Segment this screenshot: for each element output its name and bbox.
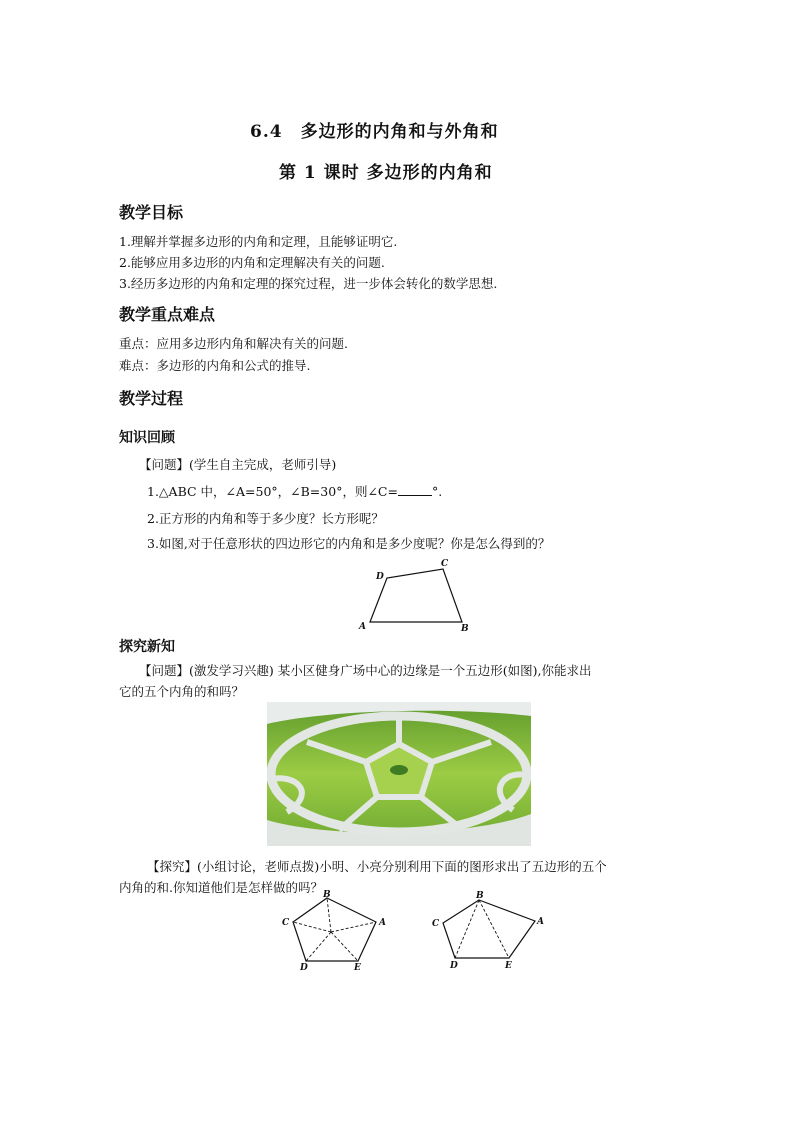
plaza-photo (267, 702, 531, 846)
explore-heading: 探究新知 (119, 639, 175, 655)
explore-problem-line: 它的五个内角的和吗？ (119, 684, 245, 699)
main-title: 6.4 多边形的内角和与外角和 (250, 122, 499, 142)
difficulty-text: 难点：多边形的内角和公式的推导. (119, 358, 311, 373)
pentagon-shape (293, 898, 376, 961)
q1-suffix: °. (431, 484, 443, 499)
review-question-3: 3.如图,对于任意形状的四边形它的内角和是多少度呢？你是怎么得到的？ (147, 536, 551, 551)
inquiry-line: 【探究】(小组讨论，老师点拨)小明、小亮分别利用下面的图形求出了五边形的五个 (147, 859, 607, 874)
vertex-label: C (432, 919, 440, 929)
key-points-heading: 教学重点难点 (119, 305, 216, 324)
objective-item: 2.能够应用多边形的内角和定理解决有关的问题. (119, 255, 385, 270)
review-problem-label: 【问题】(学生自主完成，老师引导) (139, 457, 337, 472)
vertex-label: C (282, 918, 290, 928)
inquiry-line: 内角的和.你知道他们是怎样做的吗？ (119, 880, 323, 895)
review-question-2: 2.正方形的内角和等于多少度？长方形呢？ (147, 511, 384, 526)
vertex-label: D (450, 961, 458, 971)
process-heading: 教学过程 (119, 389, 184, 408)
lesson-subtitle: 第 1 课时 多边形的内角和 (279, 163, 493, 183)
vertex-label: B (476, 891, 484, 901)
q1-text: 1.△ABC 中，∠A=50°，∠B=30°，则∠C= (147, 484, 398, 499)
quadrilateral-figure (350, 555, 480, 635)
vertex-label: A (359, 622, 366, 632)
review-heading: 知识回顾 (119, 430, 175, 446)
pentagon-shape (443, 900, 535, 958)
vertex-label: C (441, 559, 449, 569)
explore-problem-line: 【问题】(激发学习兴趣) 某小区健身广场中心的边缘是一个五边形(如图),你能求出 (139, 663, 592, 678)
answer-blank (398, 483, 432, 496)
vertex-label: E (354, 963, 361, 972)
vertex-label: B (461, 624, 469, 634)
objectives-heading: 教学目标 (119, 203, 184, 222)
objective-item: 3.经历多边形的内角和定理的探究过程，进一步体会转化的数学思想. (119, 276, 498, 291)
vertex-label: E (505, 961, 512, 971)
pentagon-figure-diagonals (425, 888, 550, 972)
pentagon-figure-center (275, 888, 400, 972)
vertex-label: A (379, 918, 386, 928)
vertex-label: D (376, 572, 384, 582)
vertex-label: B (323, 890, 331, 900)
focus-text: 重点：应用多边形内角和解决有关的问题. (119, 336, 348, 351)
objective-item: 1.理解并掌握多边形的内角和定理，且能够证明它. (119, 234, 398, 249)
vertex-label: D (300, 963, 308, 972)
vertex-label: A (537, 917, 544, 927)
review-question-1 (147, 482, 442, 500)
